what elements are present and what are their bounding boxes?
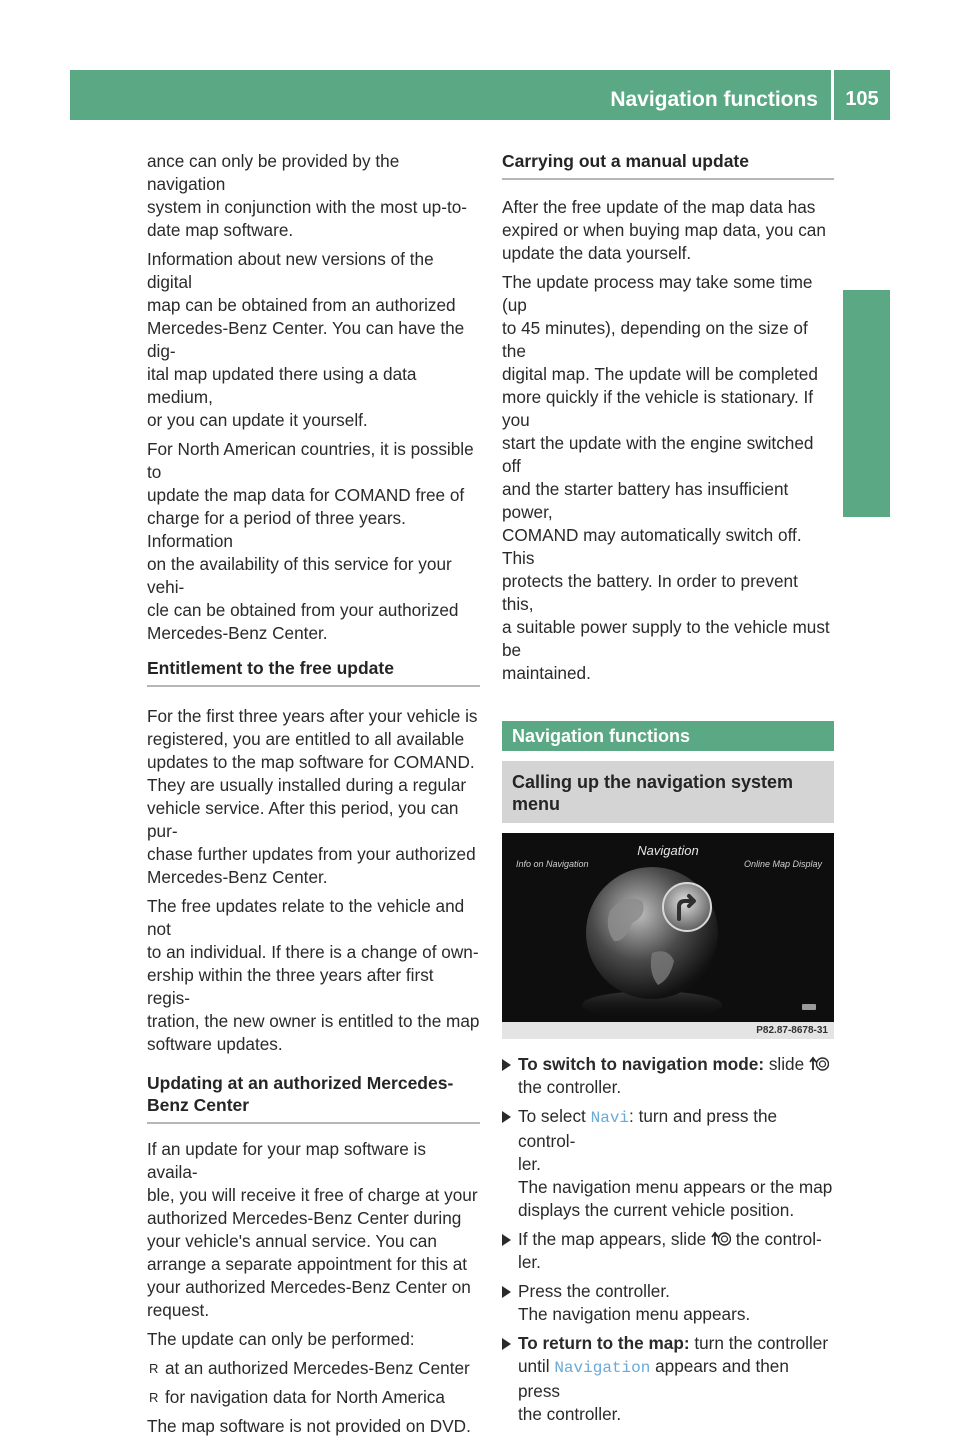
step-text: slide [764, 1054, 809, 1074]
instruction-step [502, 1280, 834, 1326]
controller-slide-up-icon [809, 1056, 829, 1072]
dealer-update-paragraph: If an update for your map software is availa- ble, you will receive it free of charge at your authorized Mercedes-Benz Center during your vehicle's annual service. You can arrange a separate appointment for this at your authorized Mercedes-Benz Center on request. [147, 1139, 478, 1320]
step-arrow-icon [502, 1059, 511, 1071]
screenshot-right-option: Online Map Display [743, 859, 822, 869]
manual-update-paragraph-1: After the free update of the map data has expired or when buying map data, you can update the data yourself. [502, 197, 826, 263]
bullet-text: for navigation data for North America [165, 1387, 445, 1407]
step-arrow-icon [502, 1111, 511, 1123]
navigation-functions-section-bar: Navigation functions [502, 721, 834, 751]
instruction-step [502, 1228, 834, 1274]
manual-update-heading: Carrying out a manual update [502, 150, 834, 180]
list-item [147, 1386, 480, 1409]
step-text: the control- ler. [518, 1229, 822, 1272]
side-chapter-label: Navigation [853, 325, 880, 444]
manual-update-paragraph-2: The update process may take some time (up to 45 minutes), depending on the size of the digital map. The update will be completed more quickly if the vehicle is stationary. If you start the update with the engine switched off and the starter battery has insufficient power, COMAND may automatically switch off. This protects the battery. In order to prevent this, a suitable power supply to the vehicle must be maintained. [502, 272, 830, 683]
screenshot-code: P82.87-8678-31 [502, 1022, 834, 1039]
list-item [147, 1357, 480, 1380]
step-bold-label: To switch to navigation mode: [518, 1054, 765, 1074]
display-code-navigation: Navigation [554, 1359, 651, 1377]
step-text: To select [518, 1106, 591, 1126]
intro-paragraph-3: For North American countries, it is possible to update the map data for COMAND free of charge for a period of three years. Information on the availability of this service for your vehi- cle can be obtained from your authorized Mercedes-Benz Center. [147, 439, 474, 643]
left-column [147, 150, 480, 1444]
navigation-menu-screenshot [502, 833, 834, 1039]
page-number: 105 [845, 88, 879, 110]
bullet-r-icon: R [149, 1390, 159, 1405]
instruction-step [502, 1105, 834, 1222]
step-text: If the map appears, slide [518, 1229, 711, 1249]
dealer-update-heading: Updating at an authorized Mercedes- Benz Center [147, 1072, 480, 1124]
entitlement-paragraph-1: For the first three years after your vehicle is registered, you are entitled to all available updates to the map software for COMAND. They are usually installed during a regular vehicle service. After this period, you can pur- chase further updates from your authorized Mercedes-Benz Center. [147, 706, 478, 887]
step-text: appears and then press the controller. [518, 1356, 789, 1424]
step-bold-label: To return to the map: [518, 1333, 690, 1353]
step-text: Press the controller. The navigation menu appears. [518, 1281, 751, 1324]
page-header [70, 70, 890, 120]
step-text: the controller. [518, 1077, 622, 1097]
header-section-title: Navigation functions [610, 88, 818, 111]
step-text: turn the controller until [518, 1333, 829, 1376]
step-text: : turn and press the control- ler. The navigation menu appears or the map displays the current vehicle position. [518, 1106, 833, 1220]
bullet-r-icon: R [149, 1361, 159, 1376]
right-column [502, 150, 834, 1432]
entitlement-heading: Entitlement to the free update [147, 657, 480, 687]
instruction-step [502, 1332, 834, 1426]
dealer-update-closing: The map software is not provided on DVD. [147, 1416, 471, 1436]
dealer-update-lead-in: The update can only be performed: [147, 1329, 415, 1349]
step-arrow-icon [502, 1234, 511, 1246]
step-arrow-icon [502, 1286, 511, 1298]
intro-paragraph-1: ance can only be provided by the navigation system in conjunction with the most up-to- date map software. [147, 151, 468, 240]
intro-paragraph-2: Information about new versions of the digital map can be obtained from an authorized Mercedes-Benz Center. You can have the dig- ital map updated there using a data medium, or you can update it yourself. [147, 249, 465, 430]
controller-slide-up-icon [711, 1231, 731, 1247]
entitlement-paragraph-2: The free updates relate to the vehicle and not to an individual. If there is a change of own- ership within the three years after first regis- tration, the new owner is entitled to the map software updates. [147, 896, 480, 1054]
calling-up-menu-subheading: Calling up the navigation system menu [502, 761, 834, 823]
bullet-text: at an authorized Mercedes-Benz Center [165, 1358, 470, 1378]
instruction-step [502, 1053, 834, 1099]
step-arrow-icon [502, 1338, 511, 1350]
display-code-navi: Navi [590, 1109, 630, 1127]
screenshot-left-option: Info on Navigation [516, 859, 589, 869]
screenshot-title: Navigation [637, 843, 699, 858]
